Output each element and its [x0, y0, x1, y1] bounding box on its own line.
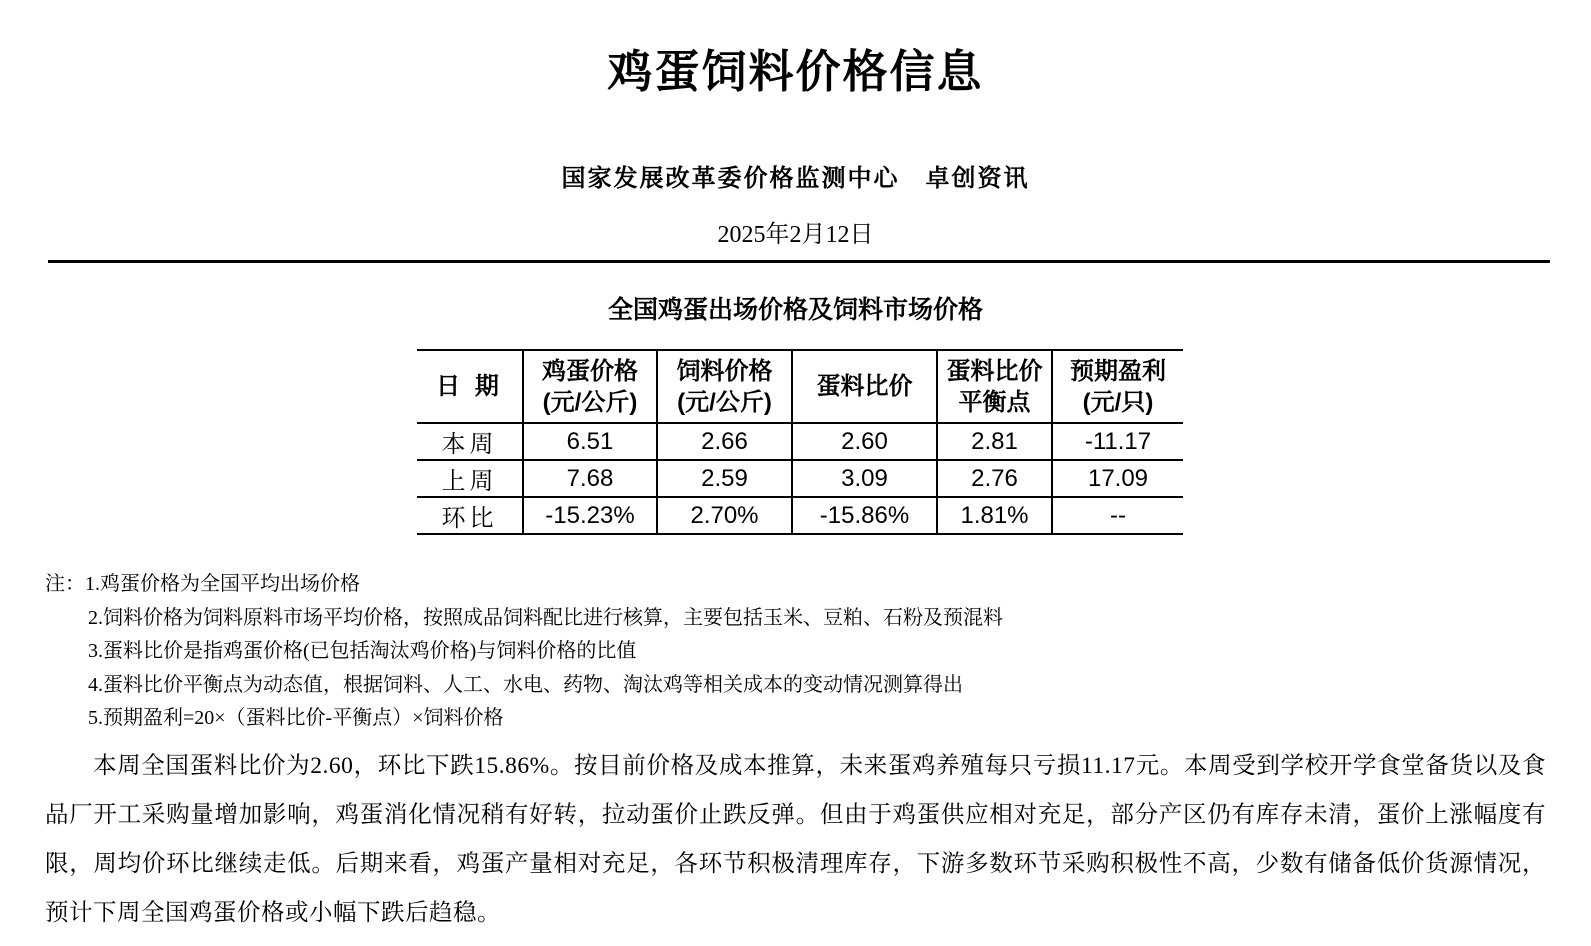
note-item-1 [45, 568, 1546, 602]
row-label: 环比 [417, 497, 523, 534]
table-cell: 1.81% [937, 497, 1052, 534]
source-line: 国家发展改革委价格监测中心 卓创资讯 [561, 166, 1030, 193]
table-title: 全国鸡蛋出场价格及饲料市场价格 [607, 296, 983, 325]
table-cell: 7.68 [523, 460, 657, 497]
notes-prefix: 注： [45, 573, 85, 596]
table-cell: 17.09 [1052, 460, 1183, 497]
table-cell: 3.09 [792, 460, 937, 497]
row-label: 本周 [417, 423, 523, 460]
note-text: 1.鸡蛋价格为全国平均出场价格 [85, 573, 360, 596]
table-cell: -- [1052, 497, 1183, 534]
price-table [417, 349, 1183, 535]
table-cell: 2.76 [937, 460, 1052, 497]
note-item-4: 4.蛋料比价平衡点为动态值，根据饲料、人工、水电、药物、淘汰鸡等相关成本的变动情况测算得出 [88, 673, 963, 696]
col-header-unit: (元/只) [1082, 388, 1154, 416]
col-header-label: 日 期 [436, 373, 503, 401]
page-title: 鸡蛋饲料价格信息 [607, 47, 984, 97]
table-cell: 2.70% [657, 497, 792, 534]
col-header-label: 蛋料比价 [946, 357, 1043, 385]
col-header-label: 平衡点 [958, 388, 1031, 416]
col-header-unit: (元/公斤) [542, 388, 638, 416]
row-label: 上周 [417, 460, 523, 497]
col-header-label: 饲料价格 [676, 357, 773, 385]
col-header-unit: (元/公斤) [677, 388, 772, 416]
table-cell: 2.59 [657, 460, 792, 497]
table-cell: 2.60 [792, 423, 937, 460]
table-cell: -15.23% [523, 497, 657, 534]
col-header-label: 鸡蛋价格 [542, 357, 638, 385]
divider-line [48, 260, 1550, 263]
table-row-last-week [417, 460, 1183, 497]
col-header-date [417, 350, 523, 423]
col-header-egg-feed-ratio [792, 350, 937, 423]
table-cell: 2.66 [657, 423, 792, 460]
col-header-expected-profit [1052, 350, 1183, 423]
table-cell: 2.81 [937, 423, 1052, 460]
date-line: 2025年2月12日 [717, 222, 874, 249]
col-header-label: 预期盈利 [1070, 357, 1166, 385]
table-header-row [417, 350, 1183, 423]
table-cell: -15.86% [792, 497, 937, 534]
col-header-ratio-balance-point [937, 350, 1052, 423]
table-row-this-week [417, 423, 1183, 460]
col-header-label: 蛋料比价 [816, 373, 913, 401]
table-cell: 6.51 [523, 423, 657, 460]
notes-section [45, 568, 1546, 736]
note-item-2: 2.饲料价格为饲料原料市场平均价格，按照成品饲料配比进行核算，主要包括玉米、豆粕、石粉及预混料 [88, 606, 1003, 629]
col-header-egg-price [523, 350, 657, 423]
note-item-5: 5.预期盈利=20×（蛋料比价-平衡点）×饲料价格 [88, 707, 504, 730]
analysis-paragraph: 本周全国蛋料比价为2.60，环比下跌15.86%。按目前价格及成本推算，未来蛋鸡养殖每只亏损11.17元。本周受到学校开学食堂备货以及食品厂开工采购量增加影响，鸡蛋消化情况稍有好转，拉动蛋价止跌反弹。但由于鸡蛋供应相对充足，部分产区仍有库存未清，蛋价上涨幅度有限，周均价环比继续走低。后期来看，鸡蛋产量相对充足，各环节积极清理库存，下游多数环节采购积极性不高，少数有储备低价货源情况，预计下周全国鸡蛋价格或小幅下跌后趋稳。 [45, 752, 1546, 926]
col-header-feed-price [657, 350, 792, 423]
table-cell: -11.17 [1052, 423, 1183, 460]
note-item-3: 3.蛋料比价是指鸡蛋价格(已包括淘汰鸡价格)与饲料价格的比值 [88, 640, 637, 663]
table-row-week-over-week [417, 497, 1183, 534]
